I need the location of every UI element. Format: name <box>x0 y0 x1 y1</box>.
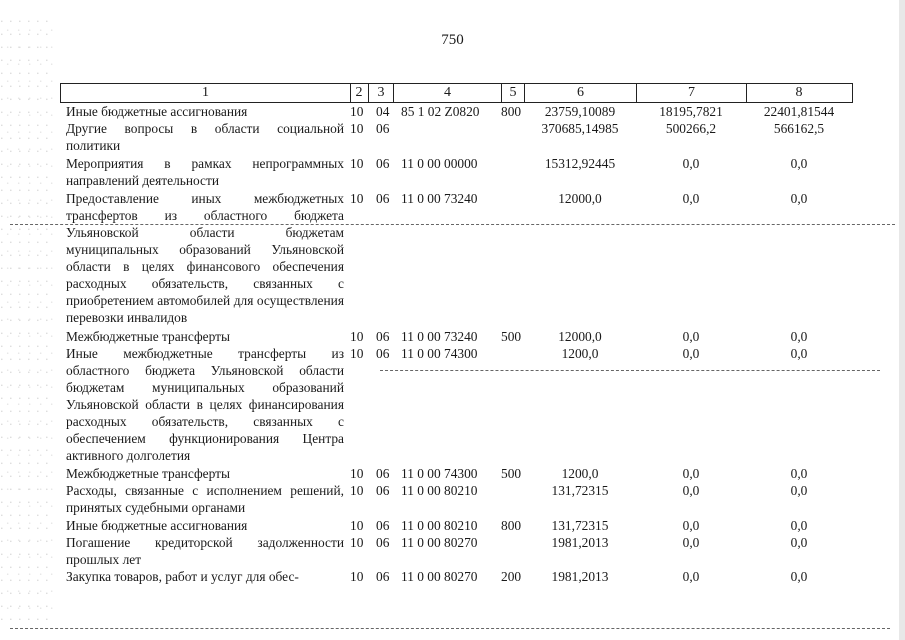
row-name: Расходы, связанные с исполнением решений, принятых судебными органами <box>66 483 344 515</box>
row-expense-type: 200 <box>501 569 522 584</box>
row-amount-1: 12000,0 <box>558 329 602 344</box>
row-amount-1: 370685,14985 <box>541 121 619 136</box>
row-amount-1: 15312,92445 <box>544 156 616 171</box>
row-target-code: 85 1 02 Z0820 <box>401 104 480 119</box>
row-section: 10 <box>350 346 364 361</box>
row-section: 10 <box>350 518 364 533</box>
scan-artifact-line <box>380 370 880 371</box>
row-amount-2: 0,0 <box>682 518 700 533</box>
row-expense-type: 800 <box>501 518 522 533</box>
row-target-code: 11 0 00 73240 <box>401 191 478 206</box>
row-subsection: 06 <box>376 483 390 498</box>
row-subsection: 06 <box>376 191 390 206</box>
row-subsection: 06 <box>376 466 390 481</box>
row-amount-3: 0,0 <box>790 191 808 206</box>
row-amount-3: 0,0 <box>790 329 808 344</box>
row-target-code: 11 0 00 74300 <box>401 466 478 481</box>
header-col-6: 6 <box>525 84 637 102</box>
row-subsection: 06 <box>376 329 390 344</box>
row-amount-1: 1981,2013 <box>551 535 609 550</box>
scan-artifact-line <box>10 224 895 225</box>
row-subsection: 04 <box>376 104 390 119</box>
row-amount-1: 23759,10089 <box>544 104 616 119</box>
row-amount-1: 12000,0 <box>558 191 602 206</box>
row-section: 10 <box>350 104 364 119</box>
row-amount-3: 0,0 <box>790 346 808 361</box>
row-target-code: 11 0 00 74300 <box>401 346 478 361</box>
header-col-7: 7 <box>637 84 747 102</box>
row-target-code: 11 0 00 80210 <box>401 483 478 498</box>
row-name: Межбюджетные трансферты <box>66 329 230 344</box>
row-amount-2: 0,0 <box>682 156 700 171</box>
row-target-code: 11 0 00 00000 <box>401 156 478 171</box>
row-amount-3: 566162,5 <box>773 121 825 136</box>
row-amount-1: 1981,2013 <box>551 569 609 584</box>
row-amount-3: 22401,81544 <box>763 104 835 119</box>
row-expense-type: 500 <box>501 329 522 344</box>
row-amount-2: 0,0 <box>682 535 700 550</box>
row-amount-2: 0,0 <box>682 569 700 584</box>
row-name: Иные межбюджетные трансферты из областного бюджета Ульяновской области бюджетам муниципальных образований Ульяновской области в целях финансирования расходных обязательств, связанных с обеспечением функционирования Центра активного долголетия <box>66 346 344 463</box>
header-col-3: 3 <box>369 84 394 102</box>
row-name: Предоставление иных межбюджетных трансфертов из областного бюджета Ульяновской области бюджетам муниципальных образований Ульяновской области в целях финансового обеспечения расходных обязательств, связанных с приобретением автомобилей для осуществления перевозки инвалидов <box>66 191 344 325</box>
row-name: Мероприятия в рамках непрограммных направлений деятельности <box>66 156 344 188</box>
row-amount-3: 0,0 <box>790 569 808 584</box>
row-section: 10 <box>350 466 364 481</box>
row-amount-3: 0,0 <box>790 483 808 498</box>
row-amount-3: 0,0 <box>790 466 808 481</box>
row-amount-2: 0,0 <box>682 466 700 481</box>
row-name: Иные бюджетные ассигнования <box>66 104 248 119</box>
header-col-5: 5 <box>502 84 525 102</box>
row-section: 10 <box>350 535 364 550</box>
row-section: 10 <box>350 569 364 584</box>
row-target-code: 11 0 00 80270 <box>401 535 478 550</box>
row-section: 10 <box>350 156 364 171</box>
row-amount-2: 18195,7821 <box>659 104 723 119</box>
header-col-1: 1 <box>61 84 351 102</box>
row-target-code: 11 0 00 80270 <box>401 569 478 584</box>
row-subsection: 06 <box>376 535 390 550</box>
row-amount-3: 0,0 <box>790 518 808 533</box>
row-amount-1: 1200,0 <box>561 346 599 361</box>
row-name: Закупка товаров, работ и услуг для обес- <box>66 569 299 584</box>
header-col-4: 4 <box>394 84 502 102</box>
row-target-code: 11 0 00 73240 <box>401 329 478 344</box>
row-subsection: 06 <box>376 121 390 136</box>
row-amount-2: 0,0 <box>682 329 700 344</box>
row-name: Иные бюджетные ассигнования <box>66 518 248 533</box>
row-amount-1: 131,72315 <box>551 518 609 533</box>
scan-artifact-line <box>10 628 890 629</box>
row-section: 10 <box>350 483 364 498</box>
row-amount-3: 0,0 <box>790 156 808 171</box>
scan-right-edge <box>899 0 905 640</box>
scan-margin-noise <box>0 20 55 620</box>
row-target-code: 11 0 00 80210 <box>401 518 478 533</box>
row-expense-type: 800 <box>501 104 522 119</box>
header-col-8: 8 <box>795 85 803 100</box>
row-expense-type: 500 <box>501 466 522 481</box>
row-amount-1: 131,72315 <box>551 483 609 498</box>
row-amount-1: 1200,0 <box>561 466 599 481</box>
page-number: 750 <box>441 32 464 48</box>
row-amount-3: 0,0 <box>790 535 808 550</box>
row-name: Другие вопросы в области социальной политики <box>66 121 344 153</box>
row-amount-2: 0,0 <box>682 346 700 361</box>
row-section: 10 <box>350 329 364 344</box>
row-section: 10 <box>350 121 364 136</box>
header-col-2: 2 <box>350 84 369 102</box>
row-subsection: 06 <box>376 569 390 584</box>
table-header <box>60 83 853 103</box>
row-amount-2: 500266,2 <box>665 121 717 136</box>
row-subsection: 06 <box>376 518 390 533</box>
row-section: 10 <box>350 191 364 206</box>
row-subsection: 06 <box>376 346 390 361</box>
row-subsection: 06 <box>376 156 390 171</box>
row-name: Погашение кредиторской задолженности прошлых лет <box>66 535 344 567</box>
row-amount-2: 0,0 <box>682 483 700 498</box>
row-amount-2: 0,0 <box>682 191 700 206</box>
row-name: Межбюджетные трансферты <box>66 466 230 481</box>
